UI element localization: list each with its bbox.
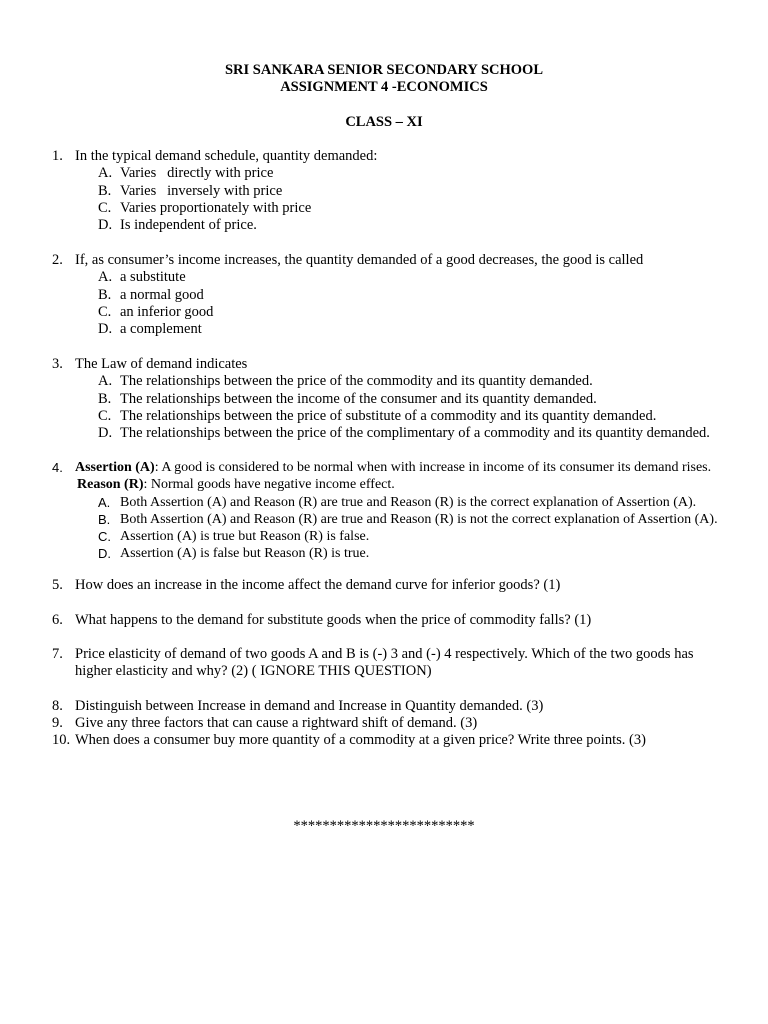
question-10 (52, 732, 752, 749)
option-text: The relationships between the price of the complimentary of a commodity and its quantity demanded. (120, 425, 710, 442)
option-text: Assertion (A) is false but Reason (R) is true. (120, 546, 370, 562)
option-b (98, 511, 752, 528)
reason-text: : Normal goods have negative income effect. (143, 477, 395, 493)
option-letter: D. (98, 425, 113, 442)
option-text: Is independent of price. (120, 217, 257, 234)
question-5 (52, 577, 752, 594)
question-stem: What happens to the demand for substitute goods when the price of commodity falls? (1) (75, 612, 592, 628)
question-number: 6. (52, 612, 63, 628)
question-number: 2. (52, 252, 63, 268)
option-letter: A. (98, 373, 113, 390)
option-letter: D. (98, 546, 111, 562)
question-number: 10. (52, 732, 71, 748)
option-text: Both Assertion (A) and Reason (R) are true and Reason (R) is the correct explanation of Assertion (A). (120, 494, 697, 510)
option-text: Assertion (A) is true but Reason (R) is false. (120, 529, 370, 545)
option-list (52, 165, 752, 234)
question-number: 4. (52, 460, 63, 475)
question-7 (52, 646, 752, 681)
question-stem: If, as consumer’s income increases, the quantity demanded of a good decreases, the good is called (75, 252, 644, 268)
option-list (52, 269, 752, 338)
option-c (98, 408, 752, 425)
question-number: 9. (52, 715, 63, 731)
option-a (98, 269, 752, 286)
assignment-title: ASSIGNMENT 4 -ECONOMICS (280, 79, 488, 95)
option-c (98, 200, 752, 217)
option-text: The relationships between the income of the consumer and its quantity demanded. (120, 390, 597, 407)
option-letter: D. (98, 321, 113, 338)
question-8 (52, 698, 752, 715)
option-letter: C. (98, 407, 112, 424)
option-letter: C. (98, 303, 112, 320)
question-stem: Distinguish between Increase in demand and Increase in Quantity demanded. (3) (75, 698, 544, 714)
option-letter: B. (98, 511, 111, 527)
question-stem: The Law of demand indicates (75, 356, 248, 372)
question-number: 5. (52, 577, 63, 593)
option-b (98, 183, 752, 200)
option-c (98, 304, 752, 321)
option-letter: D. (98, 217, 113, 234)
question-stem: Give any three factors that can cause a rightward shift of demand. (3) (75, 715, 478, 731)
option-letter: C. (98, 529, 111, 545)
question-2 (52, 252, 752, 338)
option-text: a complement (120, 321, 202, 338)
question-stem: When does a consumer buy more quantity of a commodity at a given price? Write three points. (3) (75, 732, 646, 748)
option-list (52, 494, 752, 563)
option-d (98, 545, 752, 562)
class-label: CLASS – XI (345, 114, 423, 130)
option-text: a normal good (120, 286, 204, 303)
question-1 (52, 148, 752, 234)
footer-stars: ************************* (293, 818, 475, 834)
option-text: Varies inversely with price (120, 182, 283, 199)
reason-line (77, 476, 752, 493)
option-letter: A. (98, 165, 113, 182)
option-d (98, 425, 752, 442)
question-6 (52, 612, 752, 629)
question-4 (52, 459, 752, 563)
reason-label: Reason (R) (77, 477, 144, 493)
option-letter: B. (98, 390, 112, 407)
school-name: SRI SANKARA SENIOR SECONDARY SCHOOL (224, 62, 544, 78)
option-text: Varies directly with price (120, 165, 274, 182)
question-number: 3. (52, 356, 63, 372)
question-number: 7. (52, 646, 63, 662)
question-3 (52, 356, 752, 442)
option-b (98, 287, 752, 304)
option-b (98, 391, 752, 408)
option-c (98, 528, 752, 545)
assertion-label: Assertion (A) (75, 460, 155, 475)
option-letter: B. (98, 182, 112, 199)
question-stem: Price elasticity of demand of two goods A and B is (-) 3 and (-) 4 respectively. Which of the two goods has higher elasticity and why? (2) ( IGNORE THIS QUESTION) (75, 646, 694, 680)
option-text: a substitute (120, 269, 186, 286)
option-letter: A. (98, 494, 111, 510)
option-list (52, 373, 752, 442)
question-number: 1. (52, 148, 63, 164)
question-9 (52, 715, 752, 732)
option-text: The relationships between the price of the commodity and its quantity demanded. (120, 373, 593, 390)
option-a (98, 373, 752, 390)
option-text: The relationships between the price of substitute of a commodity and its quantity demanded. (120, 407, 657, 424)
option-letter: A. (98, 269, 113, 286)
option-a (98, 165, 752, 182)
option-d (98, 321, 752, 338)
assertion-line (75, 459, 752, 476)
option-text: an inferior good (120, 303, 214, 320)
option-text: Both Assertion (A) and Reason (R) are true and Reason (R) is not the correct explanation of Assertion (A). (120, 511, 718, 527)
question-number: 8. (52, 698, 63, 714)
option-letter: C. (98, 199, 112, 216)
option-letter: B. (98, 286, 112, 303)
option-text: Varies proportionately with price (120, 199, 312, 216)
question-stem: In the typical demand schedule, quantity demanded: (75, 148, 378, 164)
option-d (98, 217, 752, 234)
option-a (98, 494, 752, 511)
question-stem: How does an increase in the income affect the demand curve for inferior goods? (1) (75, 577, 561, 593)
assertion-text: : A good is considered to be normal when with increase in income of its consumer its demand rises. (154, 460, 712, 475)
